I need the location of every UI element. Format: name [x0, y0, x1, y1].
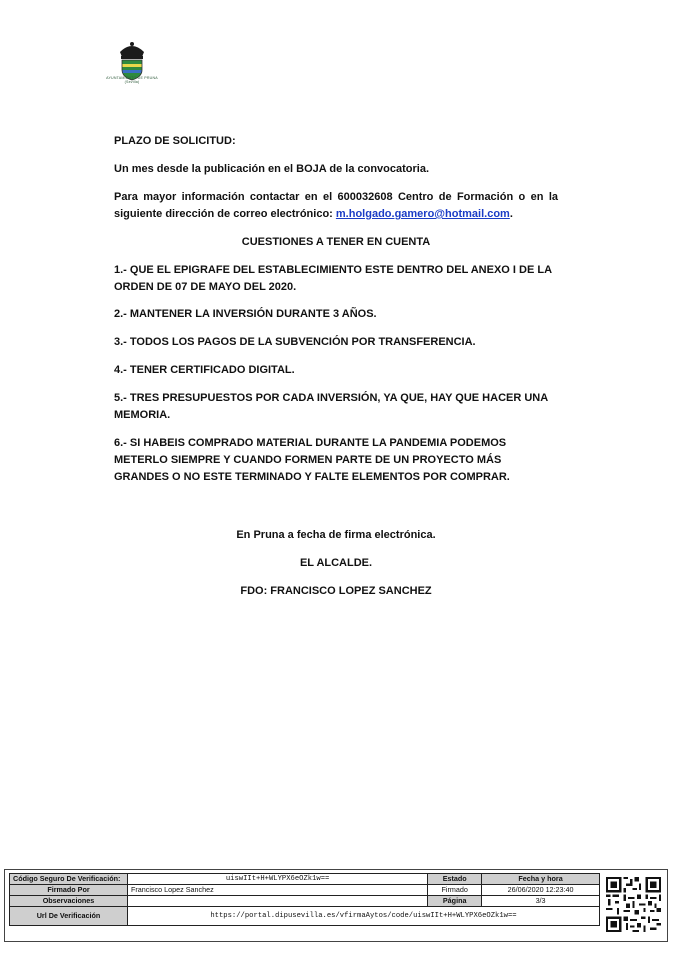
info-prefix: Para mayor información contactar en el 600032608 Centro de Formación o en la siguiente dirección de correo electrónico:: [114, 191, 558, 220]
estado-value: Firmado: [428, 885, 482, 896]
signature-place: En Pruna a fecha de firma electrónica.: [236, 529, 436, 541]
list-item: 5.- TRES PRESUPUESTOS POR CADA INVERSIÓN, YA QUE, HAY QUE HACER UNA MEMORIA.: [114, 392, 548, 421]
qr-code-icon: [606, 877, 661, 932]
fecha-value: 26/06/2020 12:23:40: [482, 885, 600, 896]
label-firmado-por: Firmado Por: [10, 885, 128, 896]
firmado-por: Francisco Lopez Sanchez: [127, 885, 427, 896]
logo-caption: AYUNTAMIENTO DE PRUNA (Sevilla): [106, 76, 158, 84]
info-suffix: .: [509, 208, 513, 220]
email-link[interactable]: m.holgado.gamero@hotmail.com: [335, 208, 510, 220]
label-url: Url De Verificación: [10, 907, 128, 926]
observaciones-value: [127, 896, 427, 907]
section-title: CUESTIONES A TENER EN CUENTA: [241, 236, 431, 248]
list-item: 4.- TENER CERTIFICADO DIGITAL.: [114, 364, 295, 376]
pagina-value: 3/3: [482, 896, 600, 907]
label-pagina: Página: [428, 896, 482, 907]
label-observaciones: Observaciones: [10, 896, 128, 907]
verification-code: uiswIIt+H+WLYPX6eOZk1w==: [127, 874, 427, 885]
plazo-text: Un mes desde la publicación en el BOJA de la convocatoria.: [114, 163, 430, 175]
signature-name: FDO: FRANCISCO LOPEZ SANCHEZ: [240, 585, 432, 597]
coat-of-arms-logo: [108, 40, 156, 94]
list-item: 1.- QUE EL EPIGRAFE DEL ESTABLECIMIENTO ESTE DENTRO DEL ANEXO I DE LA ORDEN DE 07 DE MAYO DEL 2020.: [114, 264, 552, 293]
list-item: 6.- SI HABEIS COMPRADO MATERIAL DURANTE LA PANDEMIA PODEMOS METERLO SIEMPRE Y CUANDO FORMEN PARTE DE UN PROYECTO MÁS GRANDES O NO ESTE TERMINADO Y FALTE ELEMENTOS POR COMPRAR.: [114, 437, 510, 483]
verification-table: [9, 873, 600, 926]
verification-url[interactable]: https://portal.dipusevilla.es/vfirmaAytos/code/uiswIIt+H+WLYPX6eOZk1w==: [127, 907, 599, 926]
signature-role: EL ALCALDE.: [299, 557, 373, 569]
info-paragraph: [114, 189, 558, 223]
heading-plazo: PLAZO DE SOLICITUD:: [114, 135, 236, 147]
label-estado: Estado: [428, 874, 482, 885]
label-code: Código Seguro De Verificación:: [10, 874, 128, 885]
list-item: 2.- MANTENER LA INVERSIÓN DURANTE 3 AÑOS.: [114, 308, 377, 320]
label-fecha: Fecha y hora: [482, 874, 600, 885]
list-item: 3.- TODOS LOS PAGOS DE LA SUBVENCIÓN POR TRANSFERENCIA.: [114, 336, 476, 348]
